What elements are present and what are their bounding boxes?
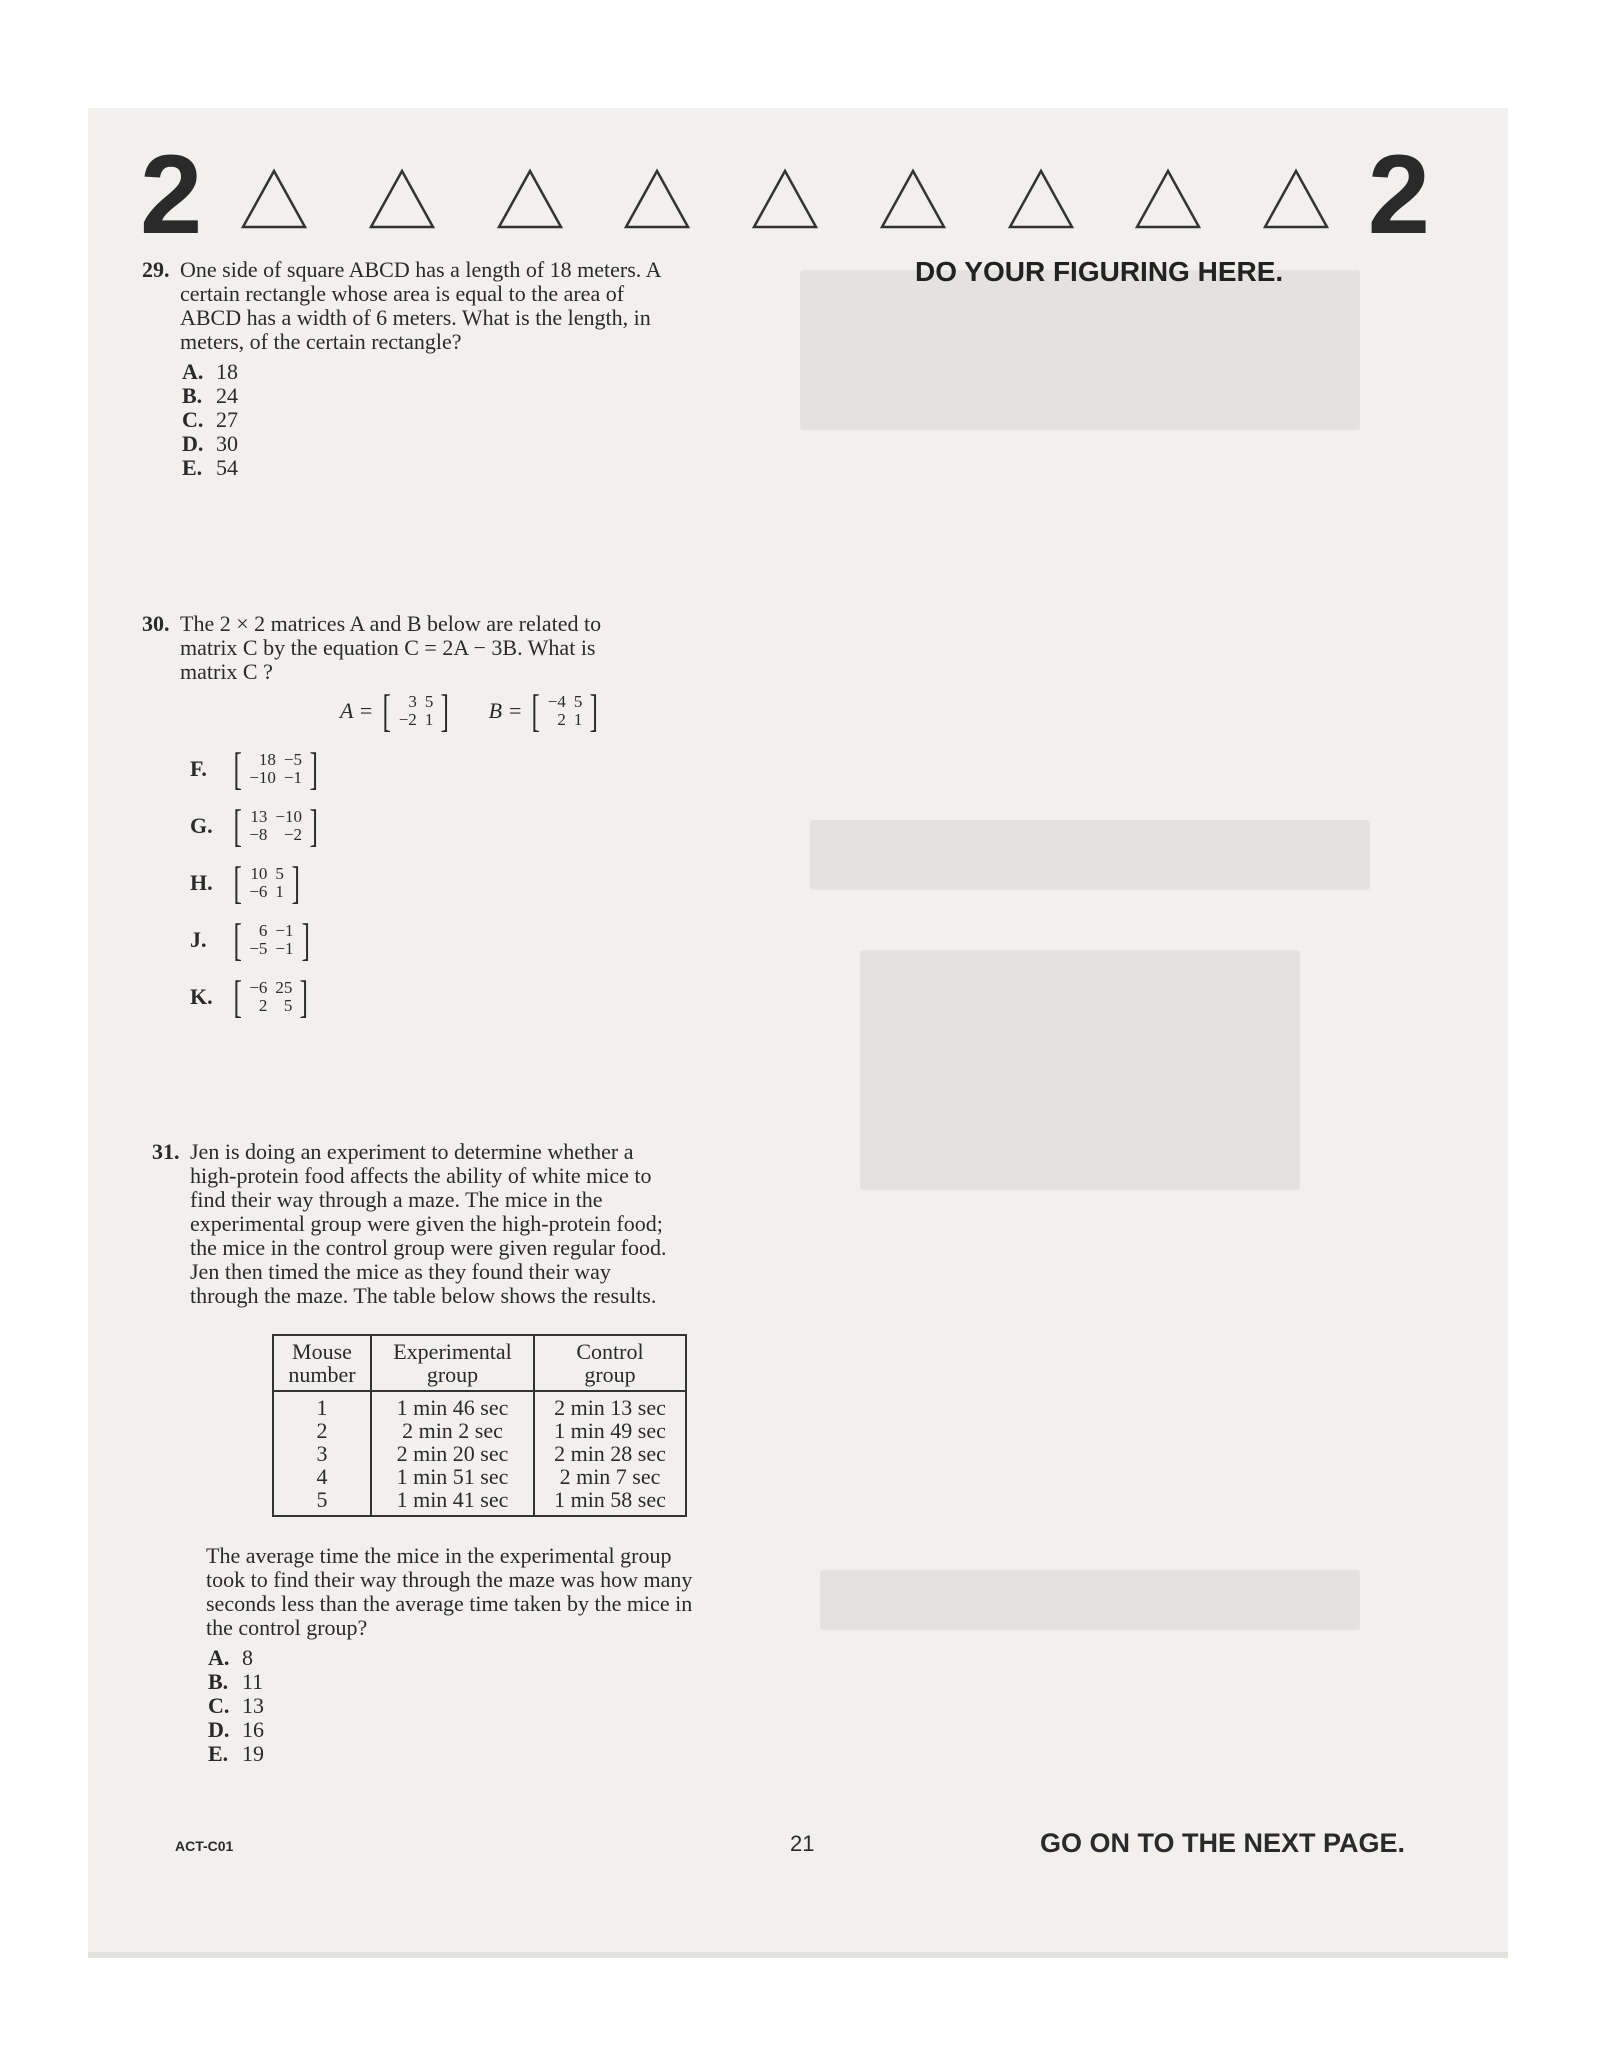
stem-line: through the maze. The table below shows the results. [190,1283,657,1308]
choice-letter: H. [190,870,213,895]
triangle-row [240,168,1330,238]
answer-choice[interactable] [208,1718,692,1742]
answer-choice[interactable] [182,360,661,384]
table-cell: 5 [316,1487,328,1512]
section-number-left: 2 [140,132,203,257]
stem-line: One side of square ABCD has a length of 18 meters. A [180,257,662,282]
matrix-cell: −4 [547,692,566,711]
choice-letter: F. [190,756,207,781]
table-cell: 3 [316,1441,328,1466]
answer-choice[interactable] [182,408,661,432]
question-31-prompt [168,1544,692,1766]
matrix-cell: −6 [249,978,268,997]
choice-letter: A. [208,1645,230,1670]
question-text [206,1544,692,1640]
choice-text: 8 [242,1645,253,1670]
triangle-icon [1262,168,1330,230]
choice-matrix: [ 13 −10 −8 −2 ] [233,800,318,851]
table-cell: 2 [316,1418,328,1443]
choice-text: 54 [216,455,238,480]
question-stem [190,1140,667,1308]
matrix-cell: 3 [408,692,417,711]
triangle-icon [496,168,564,230]
form-code: ACT-C01 [175,1838,234,1854]
choice-matrix: [ −6 25 2 5 ] [233,971,309,1022]
matrix-cell: 1 [424,710,434,729]
table-cell: 2 min 7 sec [559,1464,661,1489]
table-cell: 1 min 49 sec [554,1418,666,1443]
table-cell: 1 min 46 sec [396,1395,509,1420]
stem-line: Jen then timed the mice as they found their way [190,1259,611,1284]
choice-text: 18 [216,359,238,384]
matrix-cell: 5 [424,692,434,711]
section-number-right: 2 [1367,132,1430,257]
table-cell: 4 [316,1464,328,1489]
matrix-cell: −10 [275,807,303,826]
choice-letter: G. [190,813,213,838]
matrix-cell: 5 [283,996,293,1015]
sheet-edge [88,1952,1508,1958]
table-cell: 1 [316,1395,328,1420]
choice-text: 27 [216,407,238,432]
answer-choice[interactable] [182,456,661,480]
matrix-cell: −8 [249,825,268,844]
answer-choice[interactable] [208,1742,692,1766]
table-cell: 2 min 2 sec [402,1418,503,1443]
given-matrices [340,685,602,736]
question-number: 30. [142,611,170,636]
choice-matrix: [ 6 −1 −5 −1 ] [233,914,310,965]
matrix-cell: −1 [275,921,294,940]
choice-text: 13 [242,1693,264,1718]
stem-line: meters, of the certain rectangle? [180,329,462,354]
matrix-cell: −2 [283,825,303,844]
answer-choice[interactable] [190,857,303,908]
triangle-icon [1134,168,1202,230]
triangle-icon [368,168,436,230]
matrix-cell: 13 [250,807,268,826]
answer-choice[interactable] [190,800,321,851]
stem-line: find their way through a maze. The mice in the [190,1187,603,1212]
triangle-icon [1007,168,1075,230]
stem-line: ABCD has a width of 6 meters. What is the length, in [180,305,651,330]
matrix-cell: −1 [283,768,303,787]
mouse-number-column [273,1391,371,1516]
section-header [140,132,1430,257]
answer-choices [182,360,661,480]
matrix-cell: 2 [557,710,566,729]
stem-line: took to find their way through the maze was how many [206,1567,693,1592]
table-header: Mouse number [273,1335,371,1391]
question-stem [180,258,661,354]
matrix-cell: −1 [275,939,294,958]
stem-line: The 2 × 2 matrices A and B below are related to [180,611,602,636]
answer-choice[interactable] [208,1694,692,1718]
answer-choice[interactable] [190,971,312,1022]
matrix-cell: 5 [275,864,284,883]
question-stem [180,612,601,684]
choice-text: 30 [216,431,238,456]
matrix-cell: −5 [249,939,268,958]
bleed-through [860,950,1300,1190]
stem-line: the mice in the control group were given regular food. [190,1235,667,1260]
matrix-cell: 25 [275,978,293,997]
answer-choices [208,1646,692,1766]
choice-letter: A. [182,359,204,384]
stem-line: Jen is doing an experiment to determine whether a [190,1139,634,1164]
choice-text: 24 [216,383,238,408]
table-cell: 2 min 13 sec [554,1395,666,1420]
question-31 [152,1140,667,1308]
question-30 [142,612,601,684]
bleed-through [810,820,1370,890]
matrix-cell: 1 [275,882,284,901]
next-page-notice: GO ON TO THE NEXT PAGE. [1040,1828,1406,1858]
experimental-column [371,1391,534,1516]
choice-letter: D. [182,431,204,456]
choice-text: 11 [242,1669,264,1694]
stem-line: certain rectangle whose area is equal to the area of [180,281,625,306]
stem-line: matrix C by the equation C = 2A − 3B. What is [180,635,596,660]
matrix-cell: 18 [258,750,276,769]
table-cell: 1 min 51 sec [396,1464,509,1489]
choice-letter: C. [182,407,204,432]
table-cell: 1 min 58 sec [554,1487,666,1512]
question-29 [142,258,661,480]
choice-matrix: [ 18 −5 −10 −1 ] [233,743,318,794]
choice-letter: B. [208,1669,229,1694]
bleed-through [800,270,1360,430]
matrix-cell: −2 [398,710,417,729]
stem-line: matrix C ? [180,659,273,684]
choice-letter: E. [208,1741,229,1766]
matrix-cell: −6 [249,882,268,901]
matrix-a-label: A = [340,698,374,723]
choice-matrix: [ 10 5 −6 1 ] [233,857,300,908]
answer-choice[interactable] [182,384,661,408]
stem-line: the control group? [206,1615,368,1640]
answer-choice[interactable] [208,1646,692,1670]
matrix-cell: 1 [573,710,583,729]
stem-line: high-protein food affects the ability of white mice to [190,1163,652,1188]
bleed-through [820,1570,1360,1630]
page-number: 21 [790,1831,815,1856]
matrix-b-label: B = [488,698,523,723]
choice-letter: K. [190,984,213,1009]
choice-letter: B. [182,383,203,408]
answer-choice[interactable] [190,914,313,965]
choice-letter: C. [208,1693,230,1718]
choice-letter: E. [182,455,203,480]
triangle-icon [623,168,691,230]
control-column [534,1391,686,1516]
table-header: Control group [534,1335,686,1391]
answer-choice[interactable] [182,432,661,456]
answer-choice[interactable] [208,1670,692,1694]
choice-letter: J. [190,927,207,952]
table-cell: 1 min 41 sec [396,1487,509,1512]
table-cell: 2 min 28 sec [554,1441,666,1466]
matrix-b: [ −4 5 2 1 ] [531,685,599,736]
choice-text: 19 [242,1741,264,1766]
question-number: 29. [142,257,170,282]
matrix-cell: 2 [258,996,268,1015]
matrix-cell: 6 [258,921,268,940]
choice-text: 16 [242,1717,264,1742]
choice-letter: D. [208,1717,230,1742]
matrix-cell: −10 [249,768,276,787]
question-number: 31. [152,1139,180,1164]
figuring-label: DO YOUR FIGURING HERE. [915,256,1284,287]
stem-line: seconds less than the average time taken by the mice in [206,1591,693,1616]
stem-line: The average time the mice in the experimental group [206,1543,672,1568]
results-table [272,1334,687,1517]
stem-line: experimental group were given the high-protein food; [190,1211,663,1236]
matrix-cell: −5 [283,750,303,769]
matrix-cell: 5 [573,692,583,711]
matrix-cell: 10 [250,864,268,883]
triangle-icon [879,168,947,230]
table-header: Experimental group [371,1335,534,1391]
matrix-a: [ 3 5 −2 1 ] [382,685,450,736]
table-cell: 2 min 20 sec [396,1441,509,1466]
triangle-icon [751,168,819,230]
triangle-icon [240,168,308,230]
answer-choice[interactable] [190,743,321,794]
